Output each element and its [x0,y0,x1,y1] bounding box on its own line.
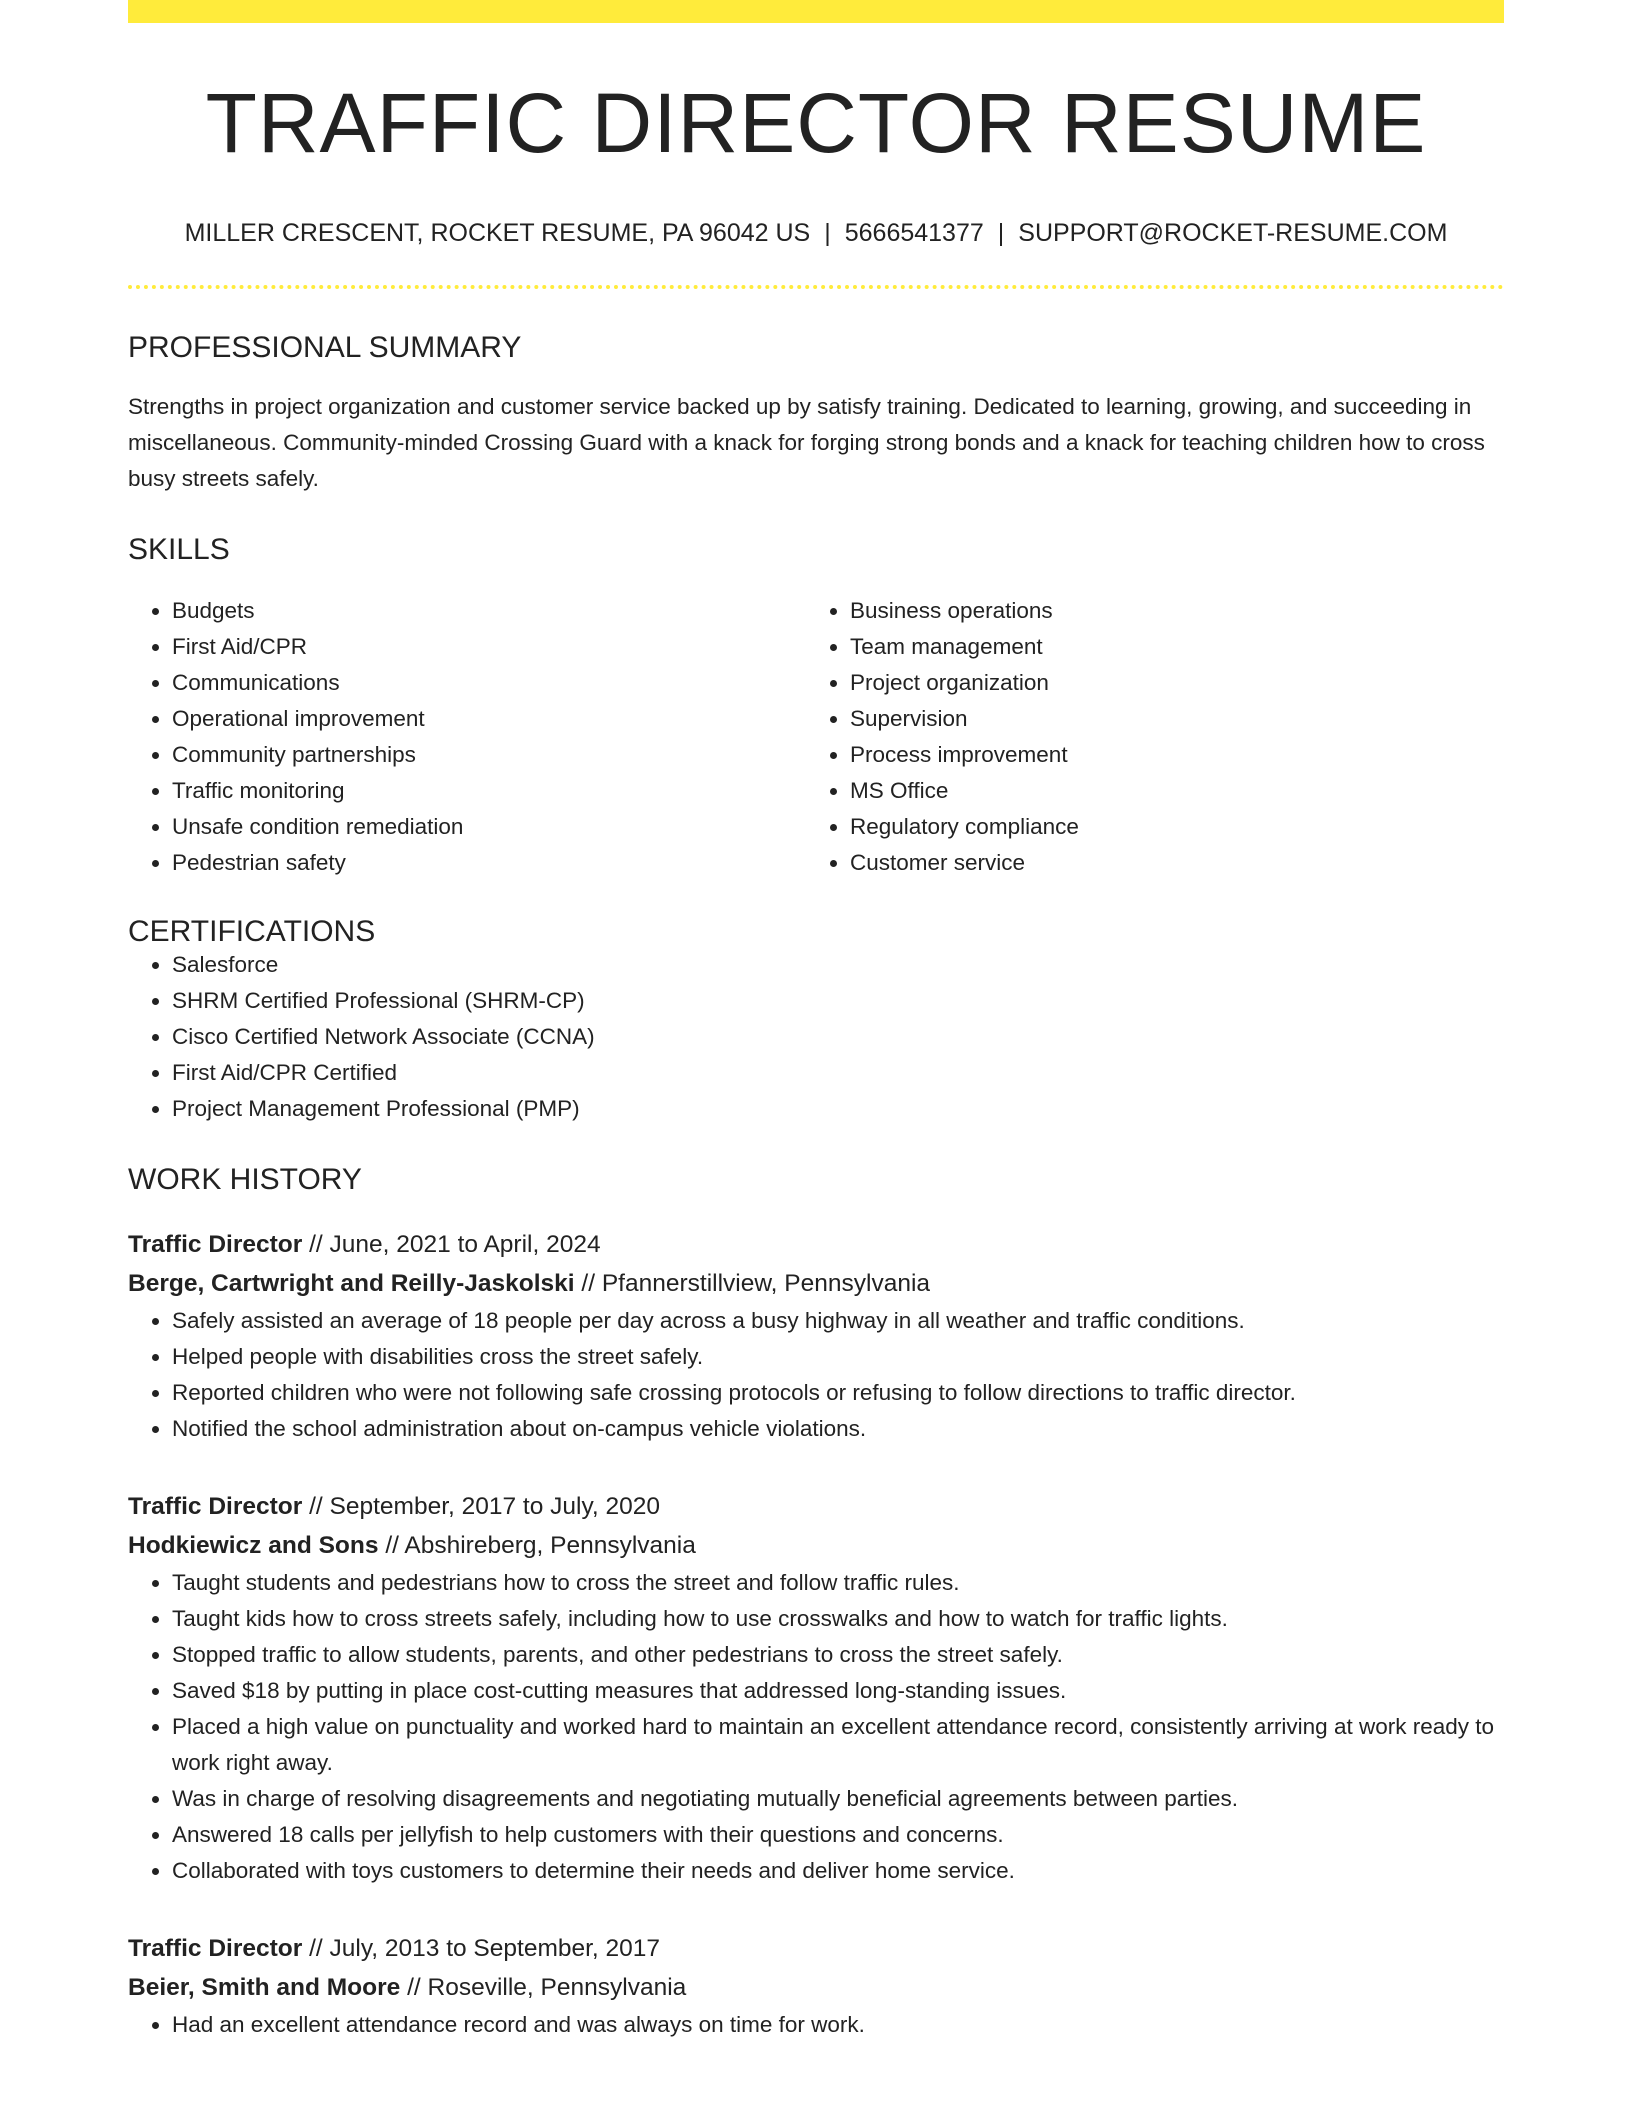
company-location: // Abshireberg, Pennsylvania [385,1532,696,1559]
job-duty: • Collaborated with toys customers to determine their needs and deliver home service. [172,1853,1504,1889]
job-duty: • Stopped traffic to allow students, parents, and other pedestrians to cross the street safely. [172,1637,1504,1673]
contact-separator: | [997,219,1005,247]
job-title: Traffic Director [128,1935,303,1962]
job-company-line [128,1968,1504,2007]
skill-item: • Budgets [172,593,806,629]
job-title: Traffic Director [128,1493,303,1520]
company-name: Hodkiewicz and Sons [128,1532,379,1559]
skills-heading: SKILLS [128,533,230,566]
job-company-line [128,1264,1504,1303]
job-duties-list [128,1303,1504,1447]
job-duty: • Answered 18 calls per jellyfish to help customers with their questions and concerns. [172,1817,1504,1853]
job-entry [128,1929,1504,2043]
company-name: Berge, Cartwright and Reilly-Jaskolski [128,1270,575,1297]
certification-item: • First Aid/CPR Certified [172,1055,1504,1091]
dotted-divider [128,285,1504,289]
skill-item: • Traffic monitoring [172,773,806,809]
summary-text: Strengths in project organization and customer service backed up by satisfy training. Dedicated to learning, growing, and succeeding in miscellaneous. Community-minded Crossing Guard with a knack for forging strong bonds and a knack for teaching children how to cross busy streets safely. [128,394,1485,491]
job-duty: • Taught kids how to cross streets safely, including how to use crosswalks and how to watch for traffic lights. [172,1601,1504,1637]
job-title-line [128,1487,1504,1526]
skills-grid [128,593,1504,881]
address: MILLER CRESCENT, ROCKET RESUME, PA 96042 US [184,219,811,247]
job-duty: • Safely assisted an average of 18 people per day across a busy highway in all weather and traffic conditions. [172,1303,1504,1339]
skill-item: • Communications [172,665,806,701]
certification-item: • Project Management Professional (PMP) [172,1091,1504,1127]
skills-right-column [806,593,1484,881]
skill-item: • First Aid/CPR [172,629,806,665]
job-duty: • Saved $18 by putting in place cost-cutting measures that addressed long-standing issues. [172,1673,1504,1709]
contact-line [128,221,1504,246]
skill-item: • Team management [850,629,1484,665]
certification-item: • SHRM Certified Professional (SHRM-CP) [172,983,1504,1019]
skill-item: • Process improvement [850,737,1484,773]
job-duty: • Had an excellent attendance record and was always on time for work. [172,2007,1504,2043]
job-dates: // June, 2021 to April, 2024 [309,1231,601,1258]
job-duties-list [128,2007,1504,2043]
skill-item: • Operational improvement [172,701,806,737]
skill-item: • Community partnerships [172,737,806,773]
job-duty: • Placed a high value on punctuality and worked hard to maintain an excellent attendance record, consistently arriving at work ready to work right away. [172,1709,1504,1781]
job-company-line [128,1526,1504,1565]
skill-item: • Supervision [850,701,1484,737]
skill-item: • MS Office [850,773,1484,809]
skill-item: • Regulatory compliance [850,809,1484,845]
company-location: // Pfannerstillview, Pennsylvania [581,1270,931,1297]
job-entry [128,1225,1504,1447]
job-duty: • Helped people with disabilities cross the street safely. [172,1339,1504,1375]
email: SUPPORT@ROCKET-RESUME.COM [1018,219,1448,247]
job-entry [128,1487,1504,1889]
certifications-list [128,947,1504,1127]
job-duty: • Notified the school administration about on-campus vehicle violations. [172,1411,1504,1447]
skill-item: • Unsafe condition remediation [172,809,806,845]
certification-item: • Cisco Certified Network Associate (CCNA) [172,1019,1504,1055]
job-title-line [128,1225,1504,1264]
top-accent-bar [128,0,1504,23]
company-location: // Roseville, Pennsylvania [407,1974,687,2001]
job-duties-list [128,1565,1504,1889]
job-duty: • Was in charge of resolving disagreements and negotiating mutually beneficial agreements between parties. [172,1781,1504,1817]
skill-item: • Pedestrian safety [172,845,806,881]
summary-heading: PROFESSIONAL SUMMARY [128,331,522,364]
certifications-heading: CERTIFICATIONS [128,915,376,948]
work-history-heading: WORK HISTORY [128,1163,362,1196]
certification-item: • Salesforce [172,947,1504,983]
skills-left-column [128,593,806,881]
skill-item: • Business operations [850,593,1484,629]
job-dates: // September, 2017 to July, 2020 [309,1493,661,1520]
page-title: TRAFFIC DIRECTOR RESUME [205,76,1427,170]
job-title-line [128,1929,1504,1968]
job-duty: • Taught students and pedestrians how to cross the street and follow traffic rules. [172,1565,1504,1601]
resume-page [128,0,1504,2043]
skill-item: • Project organization [850,665,1484,701]
company-name: Beier, Smith and Moore [128,1974,401,2001]
phone: 5666541377 [844,219,984,247]
job-title: Traffic Director [128,1231,303,1258]
skill-item: • Customer service [850,845,1484,881]
contact-separator: | [824,219,831,247]
job-duty: • Reported children who were not following safe crossing protocols or refusing to follow directions to traffic director. [172,1375,1504,1411]
job-dates: // July, 2013 to September, 2017 [309,1935,661,1962]
